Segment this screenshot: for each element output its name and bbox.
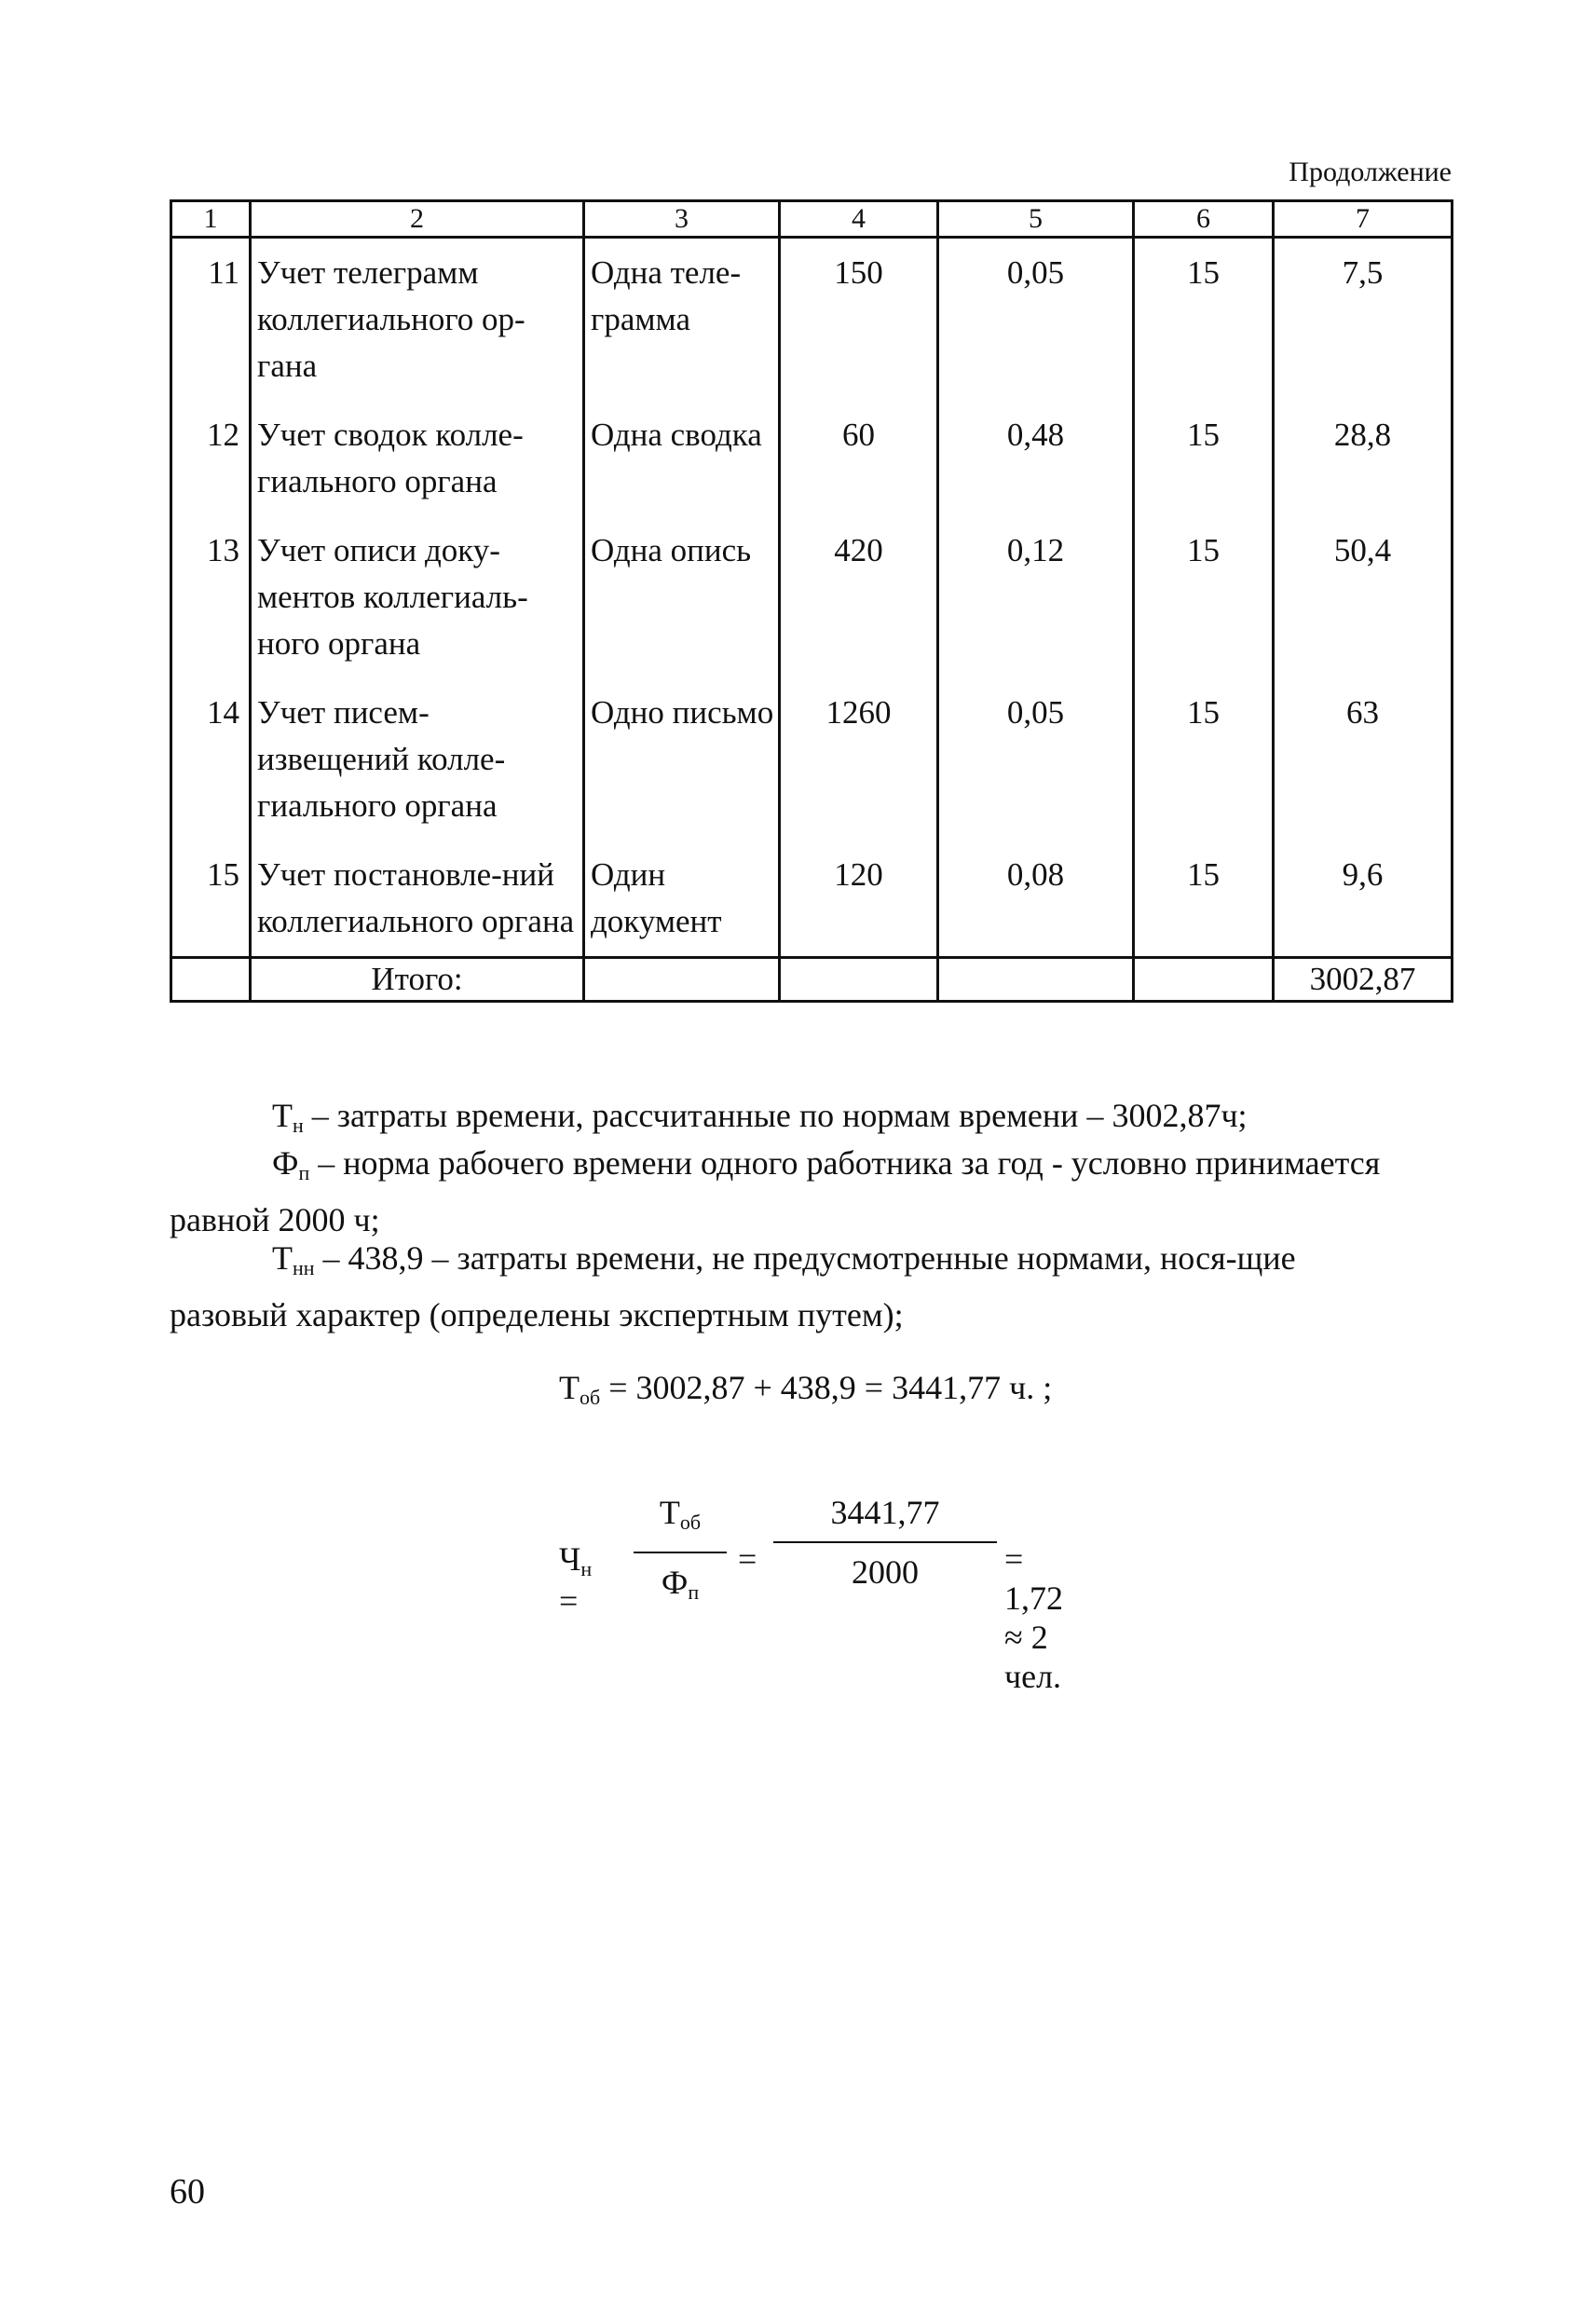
column-header: 4: [780, 201, 938, 238]
norms-table: [170, 199, 1453, 1003]
symbol-subscript: нн: [293, 1256, 315, 1279]
unit: Одна теле-грамма: [584, 238, 780, 402]
equation-lhs: [559, 1539, 592, 1620]
table-total-row: [171, 958, 1453, 1002]
equals-sign: =: [738, 1540, 757, 1578]
work-name: Учет писем-извещений колле-гиального органа: [251, 678, 584, 841]
row-total: 50,4: [1274, 516, 1453, 678]
work-name: Учет сводок колле-гиального органа: [251, 401, 584, 516]
empty-cell: [938, 958, 1134, 1002]
column-header: 7: [1274, 201, 1453, 238]
column-header: 5: [938, 201, 1134, 238]
symbol-subscript: п: [298, 1161, 310, 1184]
coefficient: 15: [1134, 678, 1274, 841]
fraction-bar: [634, 1552, 727, 1553]
work-name: Учет телеграмм коллегиального ор-гана: [251, 238, 584, 402]
row-total: 7,5: [1274, 238, 1453, 402]
equation-result: = 1,72 ≈ 2 чел.: [1004, 1540, 1063, 1695]
row-total: 28,8: [1274, 401, 1453, 516]
column-header: 2: [251, 201, 584, 238]
table-row: [171, 678, 1453, 841]
symbol-subscript: п: [688, 1580, 700, 1604]
symbol: Т: [272, 1097, 293, 1134]
time-norm: 0,05: [938, 678, 1134, 841]
definition-tnn: [170, 1235, 1409, 1339]
equation-text: = 3002,87 + 438,9 = 3441,77 ч. ;: [600, 1369, 1053, 1406]
symbol: Т: [659, 1494, 680, 1531]
empty-cell: [1134, 958, 1274, 1002]
continuation-label: Продолжение: [1289, 157, 1452, 187]
quantity: 420: [780, 516, 938, 678]
table-row: [171, 401, 1453, 516]
fraction-bar: [773, 1541, 997, 1543]
symbol-subscript: н: [293, 1114, 304, 1137]
fraction-denominator: [634, 1561, 727, 1614]
coefficient: 15: [1134, 401, 1274, 516]
fraction-numeric: [773, 1491, 997, 1593]
definition-text: – затраты времени, рассчитанные по нормам времени – 3002,87ч;: [303, 1097, 1248, 1134]
column-header: 3: [584, 201, 780, 238]
row-number: 11: [171, 238, 251, 402]
definition-text: – 438,9 – затраты времени, не предусмотренные нормами, нося-щие разовый характер (определены экспертным путем);: [170, 1239, 1296, 1333]
row-total: 9,6: [1274, 841, 1453, 958]
fraction-symbolic: [634, 1491, 727, 1614]
symbol-subscript: н: [580, 1557, 593, 1580]
fraction-numerator: 3441,77: [830, 1494, 940, 1531]
symbol: Ф: [661, 1564, 689, 1601]
equals-sign: =: [559, 1582, 579, 1620]
unit: Одна сводка: [584, 401, 780, 516]
row-total: 63: [1274, 678, 1453, 841]
row-number: 14: [171, 678, 251, 841]
work-name: Учет описи доку-ментов коллегиаль-ного органа: [251, 516, 584, 678]
definition-text: – норма рабочего времени одного работника за год - условно принимается равной 2000 ч;: [170, 1144, 1381, 1238]
coefficient: 15: [1134, 516, 1274, 678]
definition-fp: [170, 1140, 1409, 1244]
total-label: Итого:: [251, 958, 584, 1002]
unit: Одно письмо: [584, 678, 780, 841]
quantity: 1260: [780, 678, 938, 841]
coefficient: 15: [1134, 238, 1274, 402]
symbol-subscript: об: [679, 1511, 702, 1534]
table-header-row: [171, 201, 1453, 238]
total-value: 3002,87: [1274, 958, 1453, 1002]
symbol: Ч: [559, 1540, 581, 1578]
time-norm: 0,08: [938, 841, 1134, 958]
unit: Одна опись: [584, 516, 780, 678]
empty-cell: [171, 958, 251, 1002]
time-norm: 0,05: [938, 238, 1134, 402]
quantity: 60: [780, 401, 938, 516]
row-number: 12: [171, 401, 251, 516]
quantity: 150: [780, 238, 938, 402]
quantity: 120: [780, 841, 938, 958]
table-row: [171, 841, 1453, 958]
row-number: 15: [171, 841, 251, 958]
fraction-denominator: 2000: [852, 1553, 919, 1591]
unit: Один документ: [584, 841, 780, 958]
fraction-numerator: [634, 1491, 727, 1544]
empty-cell: [780, 958, 938, 1002]
symbol: Т: [559, 1369, 580, 1406]
symbol-subscript: об: [580, 1386, 601, 1409]
work-name: Учет постановле-ний коллегиального органа: [251, 841, 584, 958]
table-row: [171, 516, 1453, 678]
time-norm: 0,12: [938, 516, 1134, 678]
empty-cell: [584, 958, 780, 1002]
symbol: Ф: [272, 1144, 299, 1182]
symbol: Т: [272, 1239, 293, 1277]
time-norm: 0,48: [938, 401, 1134, 516]
column-header: 6: [1134, 201, 1274, 238]
table-row: [171, 238, 1453, 402]
coefficient: 15: [1134, 841, 1274, 958]
page-number: 60: [170, 2172, 205, 2211]
row-number: 13: [171, 516, 251, 678]
equation-tob: [559, 1368, 1052, 1410]
column-header: 1: [171, 201, 251, 238]
